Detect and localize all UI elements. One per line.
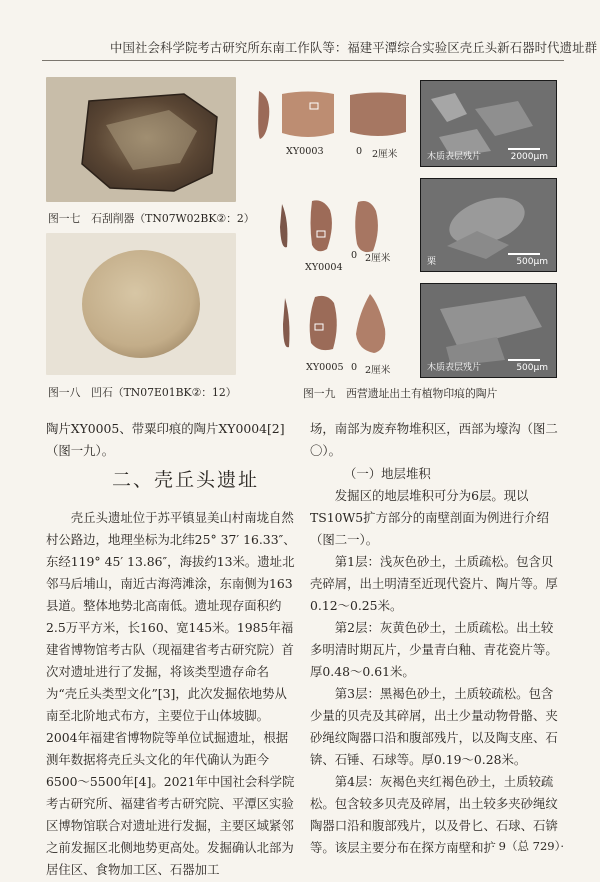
sherd-xy0005-front [305,293,343,355]
layer-3: 第3层：黑褐色砂土，土质较疏松。包含少量的贝壳及其碎屑，出土少量动物骨骼、夹砂绳纹陶器口沿和腹部残片，以及陶支座、石锛、石锤、石球等。厚0.19～0.28米。 [310,686,558,767]
header-rule [42,60,564,61]
sherd-xy0003-back [347,89,409,141]
left-paragraph-1: 壳丘头遗址位于苏平镇显美山村南垅自然村公路边，地理坐标为北纬25° 37′ 16.33″、东经119° 45′ 13.86″，海拔约13米。遗址北邻马后埔山，南近古海湾滩涂，东南侧为163县道。整体地势北高南低。遗址现存面积约2.5万平方米，长160、宽145米。1985年福建省博物馆考古队（现福建省考古研究院）首次对遗址进行了发掘，将该类型遗存命名为“壳丘头类型文化”[3]，此次发掘依地势从南至北阶地式布方，主要位于山体坡脚。2004年福建省博物院等单位试掘遗址，根据测年数据将壳丘头文化的年代确认为距今6500～5500年[4]。2021年中国社会科学院考古研究所、福建省考古研究院、平潭区实验区博物馆联合对遗址进行发掘，主要区域紧邻之前发掘区北侧地势更高处。发掘确认北部为居住区、食物加工区、石器加工 [46,510,296,877]
label-xy0005: XY0005 [306,362,344,373]
sem-label-2: 栗 [427,257,437,267]
scale-2cm-2: 2厘米 [365,253,391,264]
sherd-xy0004-profile [277,202,291,252]
sherd-xy0004-front [307,198,337,256]
scale-zero-2: 0 [351,250,358,261]
sem-scalebar-3 [508,359,540,361]
sem-scalebar-2 [508,253,540,255]
fig18-photo [46,233,236,375]
section-title: 二、壳丘头遗址 [112,469,260,491]
label-xy0003: XY0003 [286,146,324,157]
right-intro: 发掘区的地层堆积可分为6层。现以TS10W5扩方部分的南壁剖面为例进行介绍（图二一）。 [310,488,549,547]
sherd-xy0005-profile [280,296,293,354]
sherd-xy0004-back [351,198,385,256]
fig19-panel [252,80,562,380]
pitted-stone-image [46,233,236,375]
left-body [46,507,296,881]
sem-label-1: 木质表层残片 [427,152,482,162]
scale-zero-3: 0 [351,362,358,373]
page-number: · 9（总 729）· [491,839,564,853]
sem-scale-2: 500μm [516,257,548,267]
layer-2: 第2层：灰黄色砂土，土质疏松。出土较多明清时期瓦片，少量青白釉、青花瓷片等。厚0.48～0.61米。 [310,620,558,679]
fig18-caption: 图一八 凹石（TN07E01BK②：12） [48,386,237,399]
sem-scale-1: 2000μm [510,152,548,162]
scale-zero-1: 0 [356,146,363,157]
scale-2cm-1: 2厘米 [372,149,398,160]
right-column [310,418,560,462]
scraper-image [46,77,236,202]
layer-4: 第4层：灰褐色夹红褐色砂土，土质较疏松。包含较多贝壳及碎屑，出土较多夹砂绳纹陶器口沿和腹部残片，以及骨匕、石球、石锛等。该层主要分布在探方南壁和扩 [310,774,558,855]
header-title: 中国社会科学院考古研究所东南工作队等：福建平潭综合实验区壳丘头新石器时代遗址群 [110,40,598,55]
left-lead-paragraph: 陶片XY0005、带粟印痕的陶片XY0004[2]（图一九）。 [46,421,285,458]
sherd-xy0005-back [351,291,389,357]
right-body [310,485,560,859]
subsection-title: （一）地层堆积 [344,466,431,481]
scale-2cm-3: 2厘米 [365,365,391,376]
fig17-photo [46,77,236,202]
sem-image-3 [420,283,557,378]
sherd-xy0003-profile [256,89,274,141]
left-column [46,418,296,462]
sherd-xy0003-front [280,89,336,141]
fig17-caption: 图一七 石刮削器（TN07W02BK②：2） [48,212,255,225]
layer-1: 第1层：浅灰色砂土，土质疏松。包含贝壳碎屑，出土明清至近现代瓷片、陶片等。厚0.12～0.25米。 [310,554,558,613]
right-continuation: 场，南部为废弃物堆积区，西部为壕沟（图二〇）。 [310,421,558,458]
fig19-caption: 图一九 西营遗址出土有植物印痕的陶片 [303,387,498,400]
sem-image-2 [420,178,557,272]
label-xy0004: XY0004 [305,262,343,273]
sem-image-1 [420,80,557,167]
sem-label-3: 木质表层残片 [427,363,482,373]
sem-scale-3: 500μm [516,363,548,373]
running-header [0,0,600,60]
sem-scalebar-1 [508,148,540,150]
